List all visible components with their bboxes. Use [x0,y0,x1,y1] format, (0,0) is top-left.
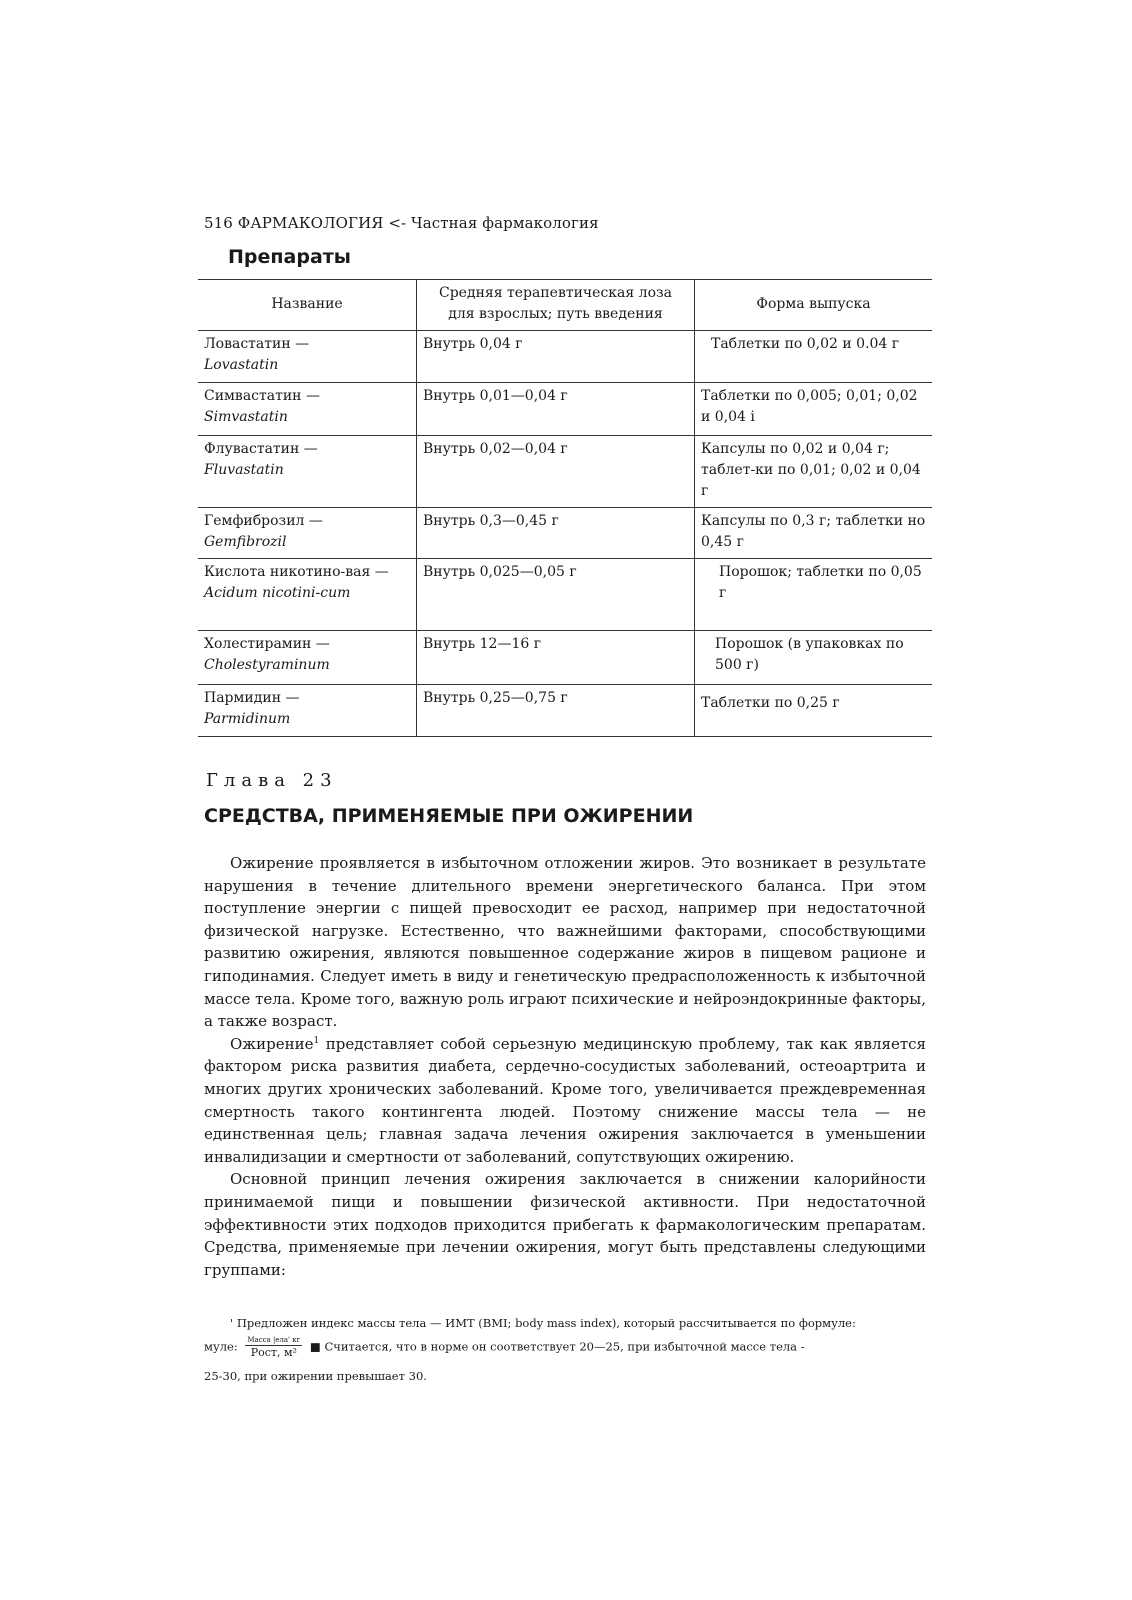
drug-name: Гемфиброзил — [204,513,323,529]
column-header-form: Форма выпуска [695,280,933,331]
drug-name: Кислота никотино-вая — [204,564,389,580]
chapter-label: Глава 23 [206,770,338,791]
chapter-body [204,852,926,1281]
table-row [198,685,932,737]
column-header-dose: Средняя терапевтическая лоза для взрослых; путь введения [417,280,695,331]
drug-dose: Внутрь 0,025—0,05 г [417,559,695,631]
drug-form: Таблетки по 0,005; 0,01; 0,02 и 0,04 i [695,383,933,436]
drug-latin-name: Gemfibrozil [204,534,287,550]
drug-form: Капсулы по 0,02 и 0,04 г; таблет-ки по 0,01; 0,02 и 0,04 г [695,436,933,508]
drug-latin-name: Lovastatin [204,357,279,373]
drug-form: Таблетки по 0,25 г [695,685,933,737]
drug-name-cell [198,383,417,436]
table-header-row [198,280,932,331]
drug-form: Порошок (в упаковках по 500 г) [695,631,933,685]
drug-form: Капсулы по 0,3 г; таблетки но 0,45 г [695,508,933,559]
drug-name: Ловастатин — [204,336,310,352]
drugs-table [198,279,932,737]
drug-dose: Внутрь 0,02—0,04 г [417,436,695,508]
formula-suffix: ■ Считается, что в норме он соответствует 20—25, при избыточной массе тела - [309,1339,805,1354]
paragraph: Ожирение проявляется в избыточном отложении жиров. Это возникает в результате нарушения в течение длительного времени энергетического баланса. При этом поступление энергии с пищей превосходит ее расход, например при недостаточной физической нагрузке. Естественно, что важнейшими факторами, способствующими развитию ожирения, являются повышенное содержание жиров в пищевом рационе и гиподинамия. Следует иметь в виду и генетическую предрасположенность к избыточной массе тела. Кроме того, важную роль играют психические и нейроэндокринные факторы, а также возраст. [204,854,926,1031]
drug-latin-name: Parmidinum [204,711,291,727]
table-row [198,559,932,631]
table-row [198,631,932,685]
drug-dose: Внутрь 12—16 г [417,631,695,685]
footnote-line: 25-30, при ожирении превышает 30. [204,1369,427,1383]
formula-denominator: Рост, м² [250,1346,297,1359]
drug-latin-name: Cholestyraminum [204,657,330,673]
column-header-name: Название [198,280,417,331]
footnote-formula-line [204,1336,864,1359]
drug-dose: Внутрь 0,04 г [417,331,695,383]
paragraph-rest: представляет собой серьезную медицинскую проблему, так как является фактором риска развития диабета, сердечно-сосудистых заболеваний, остеоартрита и многих других хронических заболеваний. Кроме того, увеличивается преждевременная смертность такого контингента людей. Поэтому снижение массы тела — не единственная цель; главная задача лечения ожирения заключается в уменьшении инвалидизации и смертности от заболеваний, сопутствующих ожирению. [204,1034,926,1166]
table-row [198,436,932,508]
section-title: Препараты [228,246,351,268]
drug-name: Холестирамин — [204,636,330,652]
footnote-marker[interactable]: 1 [313,1035,320,1046]
drug-dose: Внутрь 0,01—0,04 г [417,383,695,436]
footnote [204,1316,864,1383]
drug-name: Флувастатин — [204,441,318,457]
drug-form: Таблетки по 0,02 и 0.04 г [695,331,933,383]
table-row [198,508,932,559]
drug-name-cell [198,685,417,737]
drug-form: Порошок; таблетки по 0,05 г [695,559,933,631]
drug-name-cell [198,508,417,559]
table-row [198,331,932,383]
drug-name-cell [198,631,417,685]
drug-name-cell [198,436,417,508]
footnote-line: ' Предложен индекс массы тела — ИМТ (BMI; body mass index), который рассчитывается по формуле: [230,1316,856,1330]
drug-latin-name: Fluvastatin [204,462,284,478]
table-row [198,383,932,436]
drug-latin-name: Simvastatin [204,409,288,425]
bmi-formula [245,1336,302,1359]
drug-name-cell [198,559,417,631]
drug-name-cell [198,331,417,383]
running-head: 516 ФАРМАКОЛОГИЯ <- Частная фармакология [204,214,599,232]
paragraph [204,1033,926,1169]
drug-name: Симвастатин — [204,388,320,404]
formula-prefix: муле: [204,1339,238,1354]
drug-latin-name: Acidum nicotini-cum [204,585,351,601]
drug-dose: Внутрь 0,3—0,45 г [417,508,695,559]
formula-numerator: Масса |ела' кг [247,1336,301,1344]
paragraph-lead: Ожирение [230,1034,314,1053]
paragraph: Основной принцип лечения ожирения заключается в снижении калорийности принимаемой пищи и повышении физической активности. При недостаточной эффективности этих подходов приходится прибегать к фармакологическим препаратам. Средства, применяемые при лечении ожирения, могут быть представлены следующими группами: [204,1170,926,1279]
drug-dose: Внутрь 0,25—0,75 г [417,685,695,737]
chapter-title: СРЕДСТВА, ПРИМЕНЯЕМЫЕ ПРИ ОЖИРЕНИИ [204,805,694,827]
drug-name: Пармидин — [204,690,300,706]
